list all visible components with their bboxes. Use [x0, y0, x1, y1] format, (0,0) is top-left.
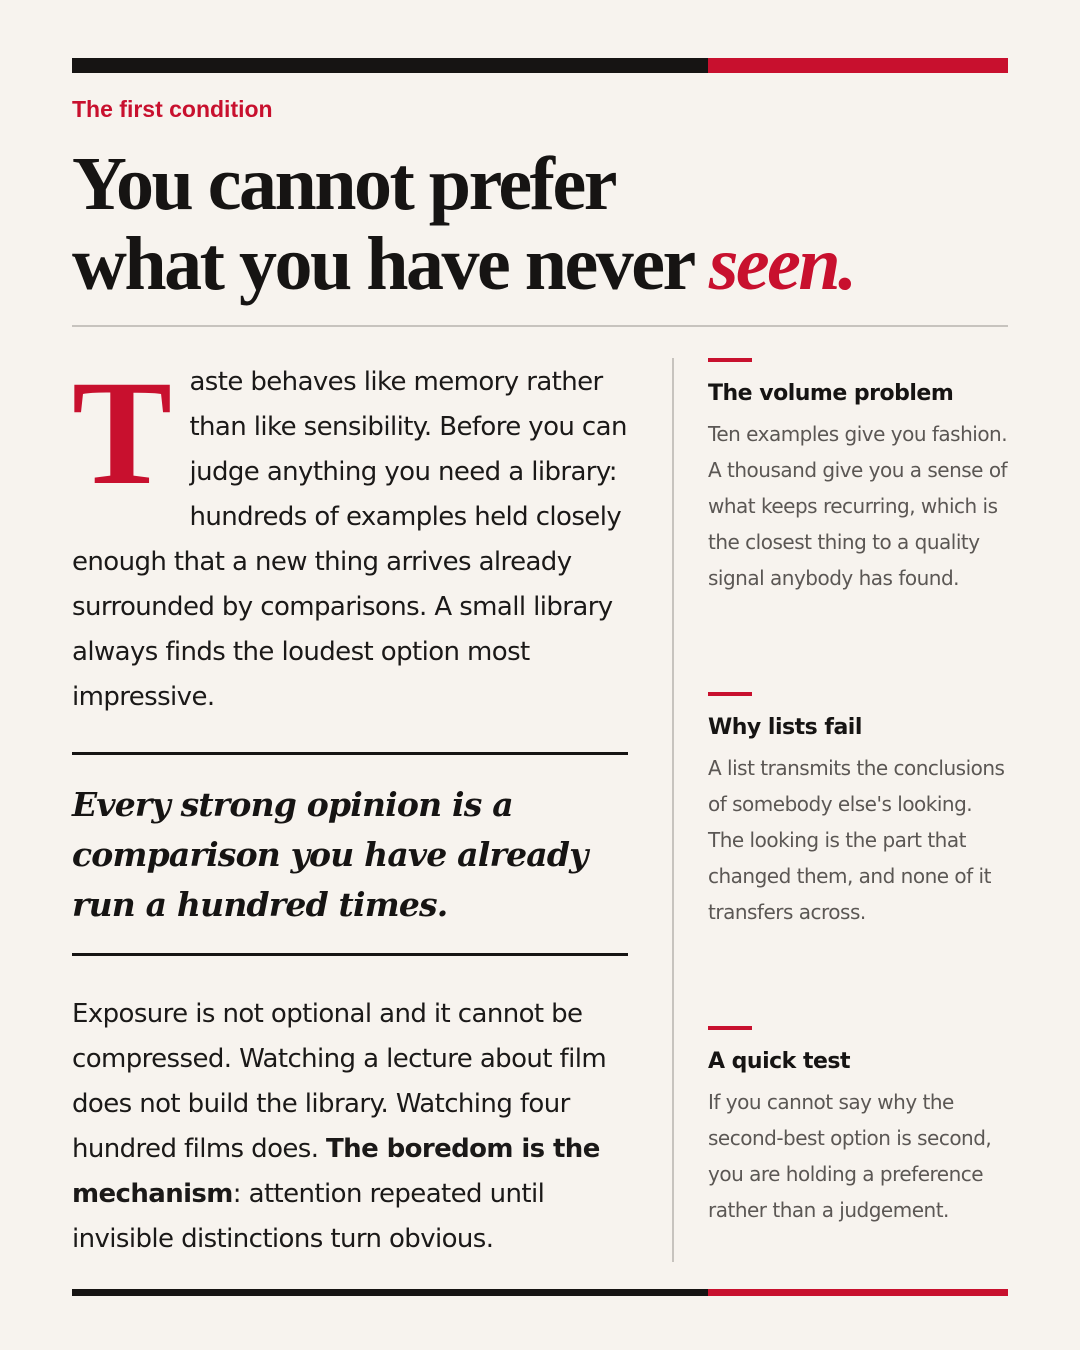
bottom-bar-red-segment	[708, 1289, 1008, 1296]
sidebar-accent-tick	[708, 358, 752, 362]
top-accent-bar	[72, 58, 1008, 73]
sidebar-accent-tick	[708, 692, 752, 696]
sidebar-heading: Why lists fail	[708, 715, 862, 740]
sidebar-text: If you cannot say why the second-best option is second, you are holding a preference rather than a judgement.	[708, 1090, 992, 1222]
sidebar-item-quick-test	[708, 1026, 1008, 1228]
bottom-accent-bar	[72, 1289, 1008, 1296]
second-paragraph	[72, 992, 632, 1262]
pullquote-top-rule	[72, 752, 628, 755]
sidebar-item-why-lists-fail	[708, 692, 1008, 930]
sidebar-item-volume-problem	[708, 358, 1008, 596]
sidebar-heading: A quick test	[708, 1049, 851, 1074]
second-paragraph-emphasis: The boredom is the mechanism	[72, 1134, 600, 1209]
second-paragraph-end: : attention repeated until invisible distinctions turn obvious.	[72, 1179, 545, 1254]
drop-cap: T	[72, 350, 172, 516]
second-paragraph-start: Exposure is not optional and it cannot be compressed. Watching a lecture about film does not build the library. Watching four hundred films does.	[72, 999, 607, 1164]
sidebar-heading: The volume problem	[708, 381, 954, 406]
bottom-bar-dark-segment	[72, 1289, 708, 1296]
headline	[72, 144, 1008, 304]
column-divider	[672, 358, 674, 1262]
main-column	[72, 350, 628, 1254]
intro-paragraph-text: aste behaves like memory rather than like sensibility. Before you can judge anything you need a library: hundreds of examples held closely enough that a new thing arrives already surrounded by comparisons. A small library always finds the loudest option most impressive.	[72, 367, 627, 712]
sidebar-text: Ten examples give you fashion. A thousand give you a sense of what keeps recurring, which is the closest thing to a quality signal anybody has found.	[708, 422, 1008, 590]
headline-line-2: what you have never	[72, 222, 709, 306]
kicker: The first condition	[72, 96, 273, 122]
intro-paragraph	[72, 350, 628, 720]
headline-line-1: You cannot prefer	[72, 142, 615, 226]
top-bar-red-segment	[708, 58, 1008, 73]
headline-accent-word: seen.	[708, 222, 855, 306]
title-divider	[72, 325, 1008, 327]
top-bar-dark-segment	[72, 58, 708, 73]
sidebar-accent-tick	[708, 1026, 752, 1030]
pull-quote: Every strong opinion is a comparison you have already run a hundred times.	[72, 785, 588, 924]
sidebar-text: A list transmits the conclusions of somebody else's looking. The looking is the part that changed them, and none of it transfers across.	[708, 756, 1005, 924]
pullquote-bottom-rule	[72, 953, 628, 956]
